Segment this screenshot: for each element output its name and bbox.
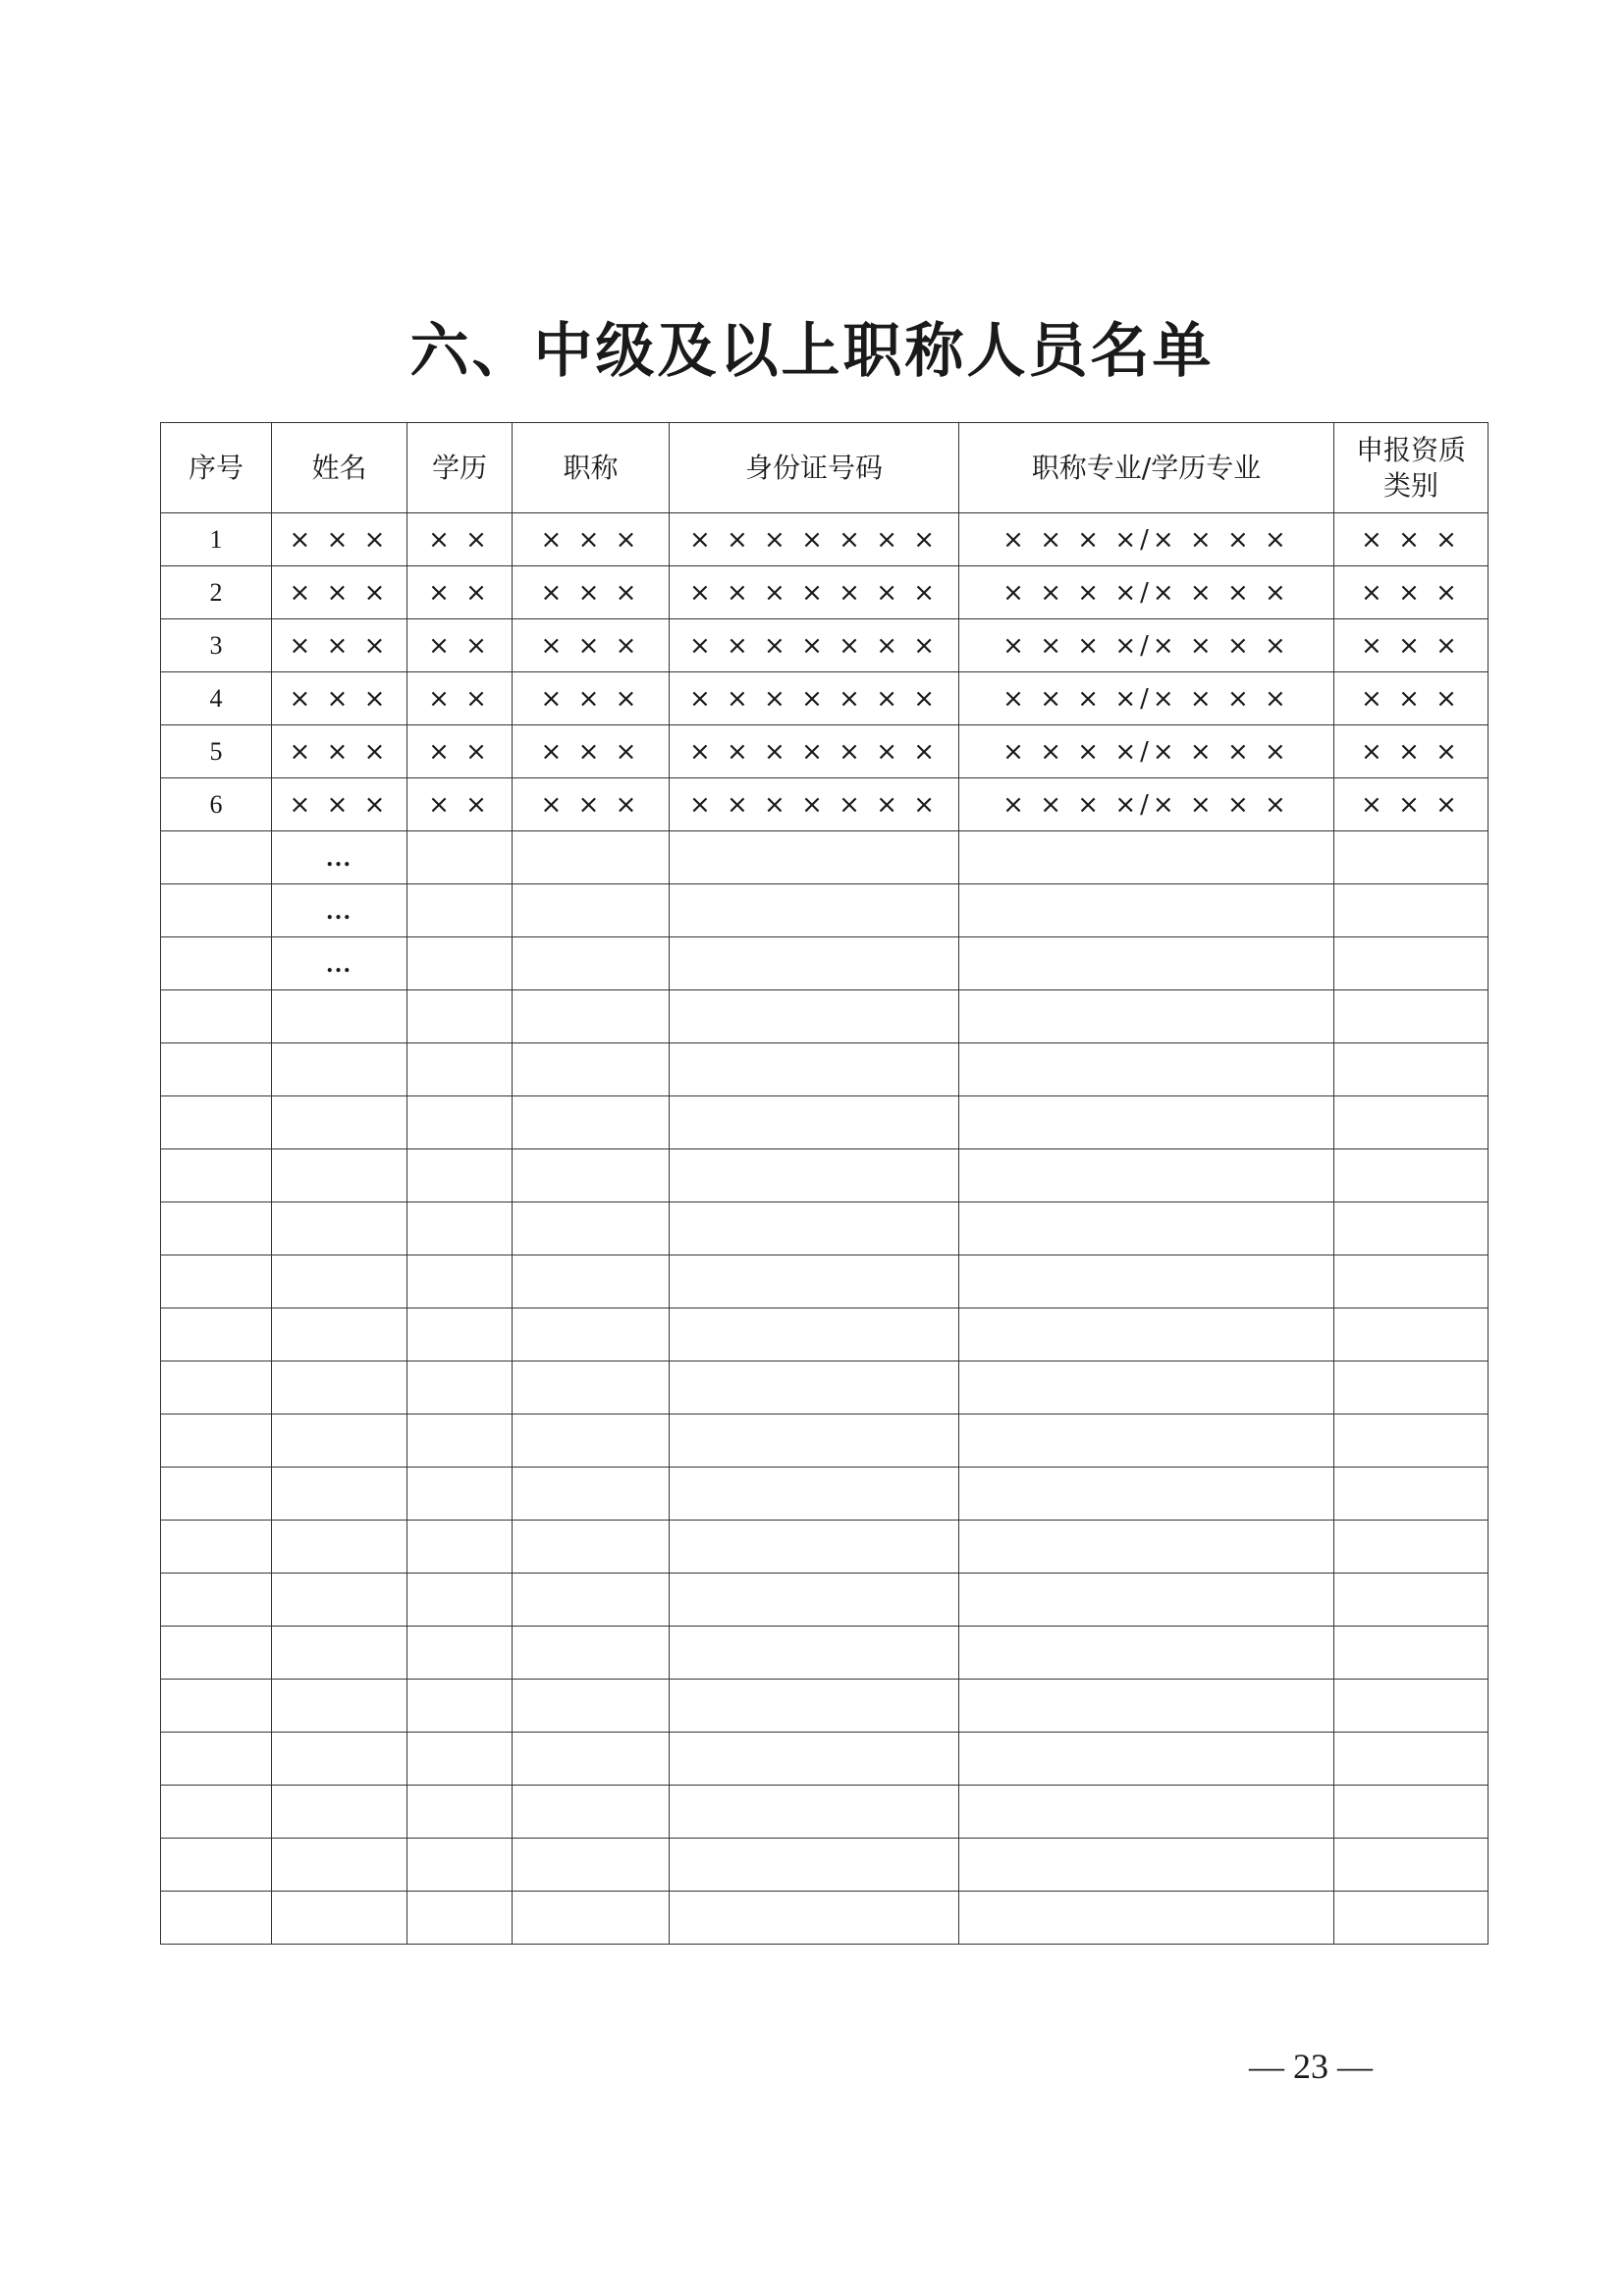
col-qualification-cell — [1334, 1149, 1489, 1202]
col-serial-cell — [161, 1415, 272, 1468]
col-name-cell: × × × — [272, 672, 407, 725]
col-education-cell — [407, 1839, 513, 1892]
col-title-cell — [513, 1574, 670, 1627]
table-row — [161, 619, 1489, 672]
col-name-cell — [272, 1043, 407, 1096]
col-id-number-cell: × × × × × × × — [670, 619, 959, 672]
col-serial-cell — [161, 1096, 272, 1149]
col-title-cell: × × × — [513, 566, 670, 619]
col-education-cell — [407, 1096, 513, 1149]
col-education-cell — [407, 1892, 513, 1945]
col-id-number-cell — [670, 1733, 959, 1786]
col-serial-cell — [161, 1733, 272, 1786]
col-serial-cell — [161, 1680, 272, 1733]
col-education-cell — [407, 1149, 513, 1202]
col-qualification-cell — [1334, 1786, 1489, 1839]
col-education-cell: × × — [407, 778, 513, 831]
col-serial-cell — [161, 831, 272, 884]
col-qualification-cell — [1334, 1680, 1489, 1733]
col-name-cell — [272, 1892, 407, 1945]
col-id-number-cell: × × × × × × × — [670, 778, 959, 831]
col-title-cell — [513, 1043, 670, 1096]
col-education-cell — [407, 1521, 513, 1574]
col-education-cell: × × — [407, 619, 513, 672]
col-title-cell: × × × — [513, 725, 670, 778]
col-title-cell — [513, 937, 670, 990]
table-row — [161, 1415, 1489, 1468]
col-major-cell: × × × ×/× × × × — [959, 619, 1334, 672]
col-serial-cell — [161, 1786, 272, 1839]
col-id-number-cell — [670, 1202, 959, 1255]
col-name-cell: × × × — [272, 566, 407, 619]
col-major-cell — [959, 1892, 1334, 1945]
table-row — [161, 1202, 1489, 1255]
col-major-cell — [959, 1733, 1334, 1786]
col-title-cell: × × × — [513, 513, 670, 566]
table-row — [161, 778, 1489, 831]
col-qualification-cell: × × × — [1334, 725, 1489, 778]
col-id-number-cell — [670, 1308, 959, 1362]
col-name-cell — [272, 1202, 407, 1255]
col-id-number-cell — [670, 1839, 959, 1892]
col-name-cell: × × × — [272, 619, 407, 672]
col-serial-cell — [161, 1149, 272, 1202]
col-major-cell — [959, 1786, 1334, 1839]
col-qualification-cell — [1334, 1892, 1489, 1945]
col-qualification-cell — [1334, 990, 1489, 1043]
col-name-cell — [272, 1362, 407, 1415]
col-serial-cell — [161, 1521, 272, 1574]
col-serial-cell: 4 — [161, 672, 272, 725]
col-name-header: 姓名 — [272, 423, 407, 513]
col-id-number-cell — [670, 1096, 959, 1149]
table-row — [161, 566, 1489, 619]
col-serial-cell — [161, 1043, 272, 1096]
col-serial-cell: 6 — [161, 778, 272, 831]
col-major-cell — [959, 1149, 1334, 1202]
col-id-number-cell — [670, 1362, 959, 1415]
col-education-cell — [407, 1043, 513, 1096]
col-id-number-cell: × × × × × × × — [670, 672, 959, 725]
col-education-cell: × × — [407, 725, 513, 778]
col-qualification-cell: × × × — [1334, 619, 1489, 672]
col-major-cell — [959, 1043, 1334, 1096]
col-major-cell — [959, 1096, 1334, 1149]
col-id-number-cell: × × × × × × × — [670, 725, 959, 778]
col-education-cell — [407, 1627, 513, 1680]
col-id-number-cell — [670, 1574, 959, 1627]
col-id-number-cell: × × × × × × × — [670, 566, 959, 619]
table-row — [161, 1096, 1489, 1149]
col-major-cell — [959, 1839, 1334, 1892]
col-serial-cell — [161, 1839, 272, 1892]
col-name-cell — [272, 1149, 407, 1202]
col-title-cell — [513, 1733, 670, 1786]
col-name-cell — [272, 1733, 407, 1786]
col-title-cell — [513, 1415, 670, 1468]
col-major-cell: × × × ×/× × × × — [959, 672, 1334, 725]
col-title-cell — [513, 831, 670, 884]
table-row — [161, 1362, 1489, 1415]
table-row — [161, 1627, 1489, 1680]
col-title-cell — [513, 1308, 670, 1362]
col-title-cell — [513, 1202, 670, 1255]
col-qualification-cell: × × × — [1334, 778, 1489, 831]
col-education-cell — [407, 1468, 513, 1521]
col-qualification-cell — [1334, 1415, 1489, 1468]
table-row — [161, 1308, 1489, 1362]
col-major-cell: × × × ×/× × × × — [959, 725, 1334, 778]
table-row — [161, 831, 1489, 884]
col-title-cell: × × × — [513, 778, 670, 831]
col-major-cell — [959, 1362, 1334, 1415]
table-row — [161, 1574, 1489, 1627]
col-title-cell — [513, 1786, 670, 1839]
col-name-cell — [272, 1521, 407, 1574]
col-name-cell — [272, 1096, 407, 1149]
table-row — [161, 1255, 1489, 1308]
col-education-header: 学历 — [407, 423, 513, 513]
col-qualification-cell — [1334, 1096, 1489, 1149]
col-serial-cell — [161, 1627, 272, 1680]
col-qualification-cell — [1334, 1362, 1489, 1415]
col-education-cell — [407, 1786, 513, 1839]
col-id-number-cell — [670, 1521, 959, 1574]
col-title-cell — [513, 1627, 670, 1680]
col-name-cell: × × × — [272, 513, 407, 566]
col-name-cell: … — [272, 831, 407, 884]
col-serial-cell: 1 — [161, 513, 272, 566]
col-title-cell — [513, 884, 670, 937]
col-id-number-cell — [670, 1415, 959, 1468]
col-major-cell — [959, 1255, 1334, 1308]
col-title-cell — [513, 1521, 670, 1574]
col-qualification-cell — [1334, 884, 1489, 937]
col-id-number-cell — [670, 884, 959, 937]
table-row — [161, 1786, 1489, 1839]
col-major-cell — [959, 884, 1334, 937]
col-title-cell — [513, 1839, 670, 1892]
col-serial-header: 序号 — [161, 423, 272, 513]
col-major-cell — [959, 1202, 1334, 1255]
col-name-cell — [272, 1574, 407, 1627]
col-serial-cell — [161, 1892, 272, 1945]
col-title-cell — [513, 1149, 670, 1202]
col-name-cell — [272, 1786, 407, 1839]
table-row — [161, 1149, 1489, 1202]
col-education-cell: × × — [407, 672, 513, 725]
col-id-number-cell — [670, 1149, 959, 1202]
col-major-cell — [959, 990, 1334, 1043]
col-serial-cell — [161, 1574, 272, 1627]
col-major-cell — [959, 831, 1334, 884]
col-major-cell — [959, 1521, 1334, 1574]
col-education-cell — [407, 1415, 513, 1468]
col-name-cell — [272, 1255, 407, 1308]
col-major-header: 职称专业/学历专业 — [959, 423, 1334, 513]
col-education-cell — [407, 1202, 513, 1255]
col-major-cell — [959, 1627, 1334, 1680]
col-name-cell — [272, 1839, 407, 1892]
col-qualification-cell — [1334, 1202, 1489, 1255]
col-serial-cell — [161, 937, 272, 990]
col-title-cell — [513, 1468, 670, 1521]
col-education-cell — [407, 1680, 513, 1733]
col-id-number-cell — [670, 937, 959, 990]
col-serial-cell — [161, 884, 272, 937]
col-serial-cell — [161, 1362, 272, 1415]
col-id-number-cell — [670, 1627, 959, 1680]
col-education-cell — [407, 831, 513, 884]
col-qualification-cell: × × × — [1334, 566, 1489, 619]
col-qualification-cell — [1334, 1043, 1489, 1096]
col-title-cell — [513, 1096, 670, 1149]
col-name-cell — [272, 1680, 407, 1733]
table-row — [161, 513, 1489, 566]
table-row — [161, 884, 1489, 937]
col-qualification-cell — [1334, 1255, 1489, 1308]
col-qualification-cell — [1334, 937, 1489, 990]
col-education-cell — [407, 937, 513, 990]
col-qualification-cell: × × × — [1334, 672, 1489, 725]
col-title-cell — [513, 1680, 670, 1733]
col-education-cell — [407, 1362, 513, 1415]
col-name-cell: × × × — [272, 778, 407, 831]
table-row — [161, 1468, 1489, 1521]
table-row — [161, 937, 1489, 990]
col-name-cell: … — [272, 884, 407, 937]
col-serial-cell — [161, 1255, 272, 1308]
table-row — [161, 1733, 1489, 1786]
col-id-number-cell — [670, 1255, 959, 1308]
col-qualification-header: 申报资质 类别 — [1334, 423, 1489, 513]
col-title-cell — [513, 1892, 670, 1945]
col-major-cell — [959, 1415, 1334, 1468]
col-title-cell — [513, 990, 670, 1043]
col-major-cell: × × × ×/× × × × — [959, 513, 1334, 566]
col-qualification-cell — [1334, 1574, 1489, 1627]
col-education-cell — [407, 1255, 513, 1308]
col-major-cell — [959, 1680, 1334, 1733]
col-qualification-cell — [1334, 1308, 1489, 1362]
table-row — [161, 1892, 1489, 1945]
col-id-number-cell — [670, 1680, 959, 1733]
col-name-cell: … — [272, 937, 407, 990]
col-major-cell — [959, 937, 1334, 990]
col-major-cell: × × × ×/× × × × — [959, 778, 1334, 831]
col-title-cell — [513, 1362, 670, 1415]
col-education-cell: × × — [407, 513, 513, 566]
col-qualification-cell — [1334, 1468, 1489, 1521]
col-education-cell — [407, 1308, 513, 1362]
col-qualification-cell — [1334, 831, 1489, 884]
page-number: — 23 — — [1249, 2047, 1373, 2086]
col-serial-cell — [161, 1308, 272, 1362]
col-id-number-cell — [670, 1786, 959, 1839]
col-name-cell — [272, 1468, 407, 1521]
col-title-header: 职称 — [513, 423, 670, 513]
col-title-cell: × × × — [513, 619, 670, 672]
col-id-number-cell — [670, 1892, 959, 1945]
table-row — [161, 1043, 1489, 1096]
col-serial-cell: 5 — [161, 725, 272, 778]
col-name-cell — [272, 1627, 407, 1680]
col-name-cell — [272, 1415, 407, 1468]
col-education-cell — [407, 884, 513, 937]
col-serial-cell — [161, 1202, 272, 1255]
col-qualification-cell — [1334, 1521, 1489, 1574]
col-qualification-cell — [1334, 1627, 1489, 1680]
table-row — [161, 725, 1489, 778]
col-qualification-cell — [1334, 1839, 1489, 1892]
col-major-cell: × × × ×/× × × × — [959, 566, 1334, 619]
table-row — [161, 1839, 1489, 1892]
personnel-table — [160, 422, 1489, 1945]
col-id-number-cell: × × × × × × × — [670, 513, 959, 566]
col-serial-cell — [161, 1468, 272, 1521]
table-row — [161, 990, 1489, 1043]
col-major-cell — [959, 1468, 1334, 1521]
col-id-number-cell — [670, 1043, 959, 1096]
table-row — [161, 672, 1489, 725]
col-id-number-header: 身份证号码 — [670, 423, 959, 513]
col-id-number-cell — [670, 1468, 959, 1521]
col-education-cell: × × — [407, 566, 513, 619]
col-education-cell — [407, 1733, 513, 1786]
table-header-row — [161, 423, 1489, 513]
col-education-cell — [407, 1574, 513, 1627]
table-row — [161, 1521, 1489, 1574]
col-qualification-cell: × × × — [1334, 513, 1489, 566]
col-name-cell: × × × — [272, 725, 407, 778]
col-name-cell — [272, 1308, 407, 1362]
col-serial-cell: 2 — [161, 566, 272, 619]
col-title-cell — [513, 1255, 670, 1308]
col-major-cell — [959, 1574, 1334, 1627]
col-education-cell — [407, 990, 513, 1043]
col-major-cell — [959, 1308, 1334, 1362]
table-row — [161, 1680, 1489, 1733]
col-title-cell: × × × — [513, 672, 670, 725]
col-id-number-cell — [670, 990, 959, 1043]
col-id-number-cell — [670, 831, 959, 884]
page-title: 六、中级及以上职称人员名单 — [409, 317, 1215, 386]
col-qualification-cell — [1334, 1733, 1489, 1786]
col-serial-cell: 3 — [161, 619, 272, 672]
col-serial-cell — [161, 990, 272, 1043]
col-name-cell — [272, 990, 407, 1043]
